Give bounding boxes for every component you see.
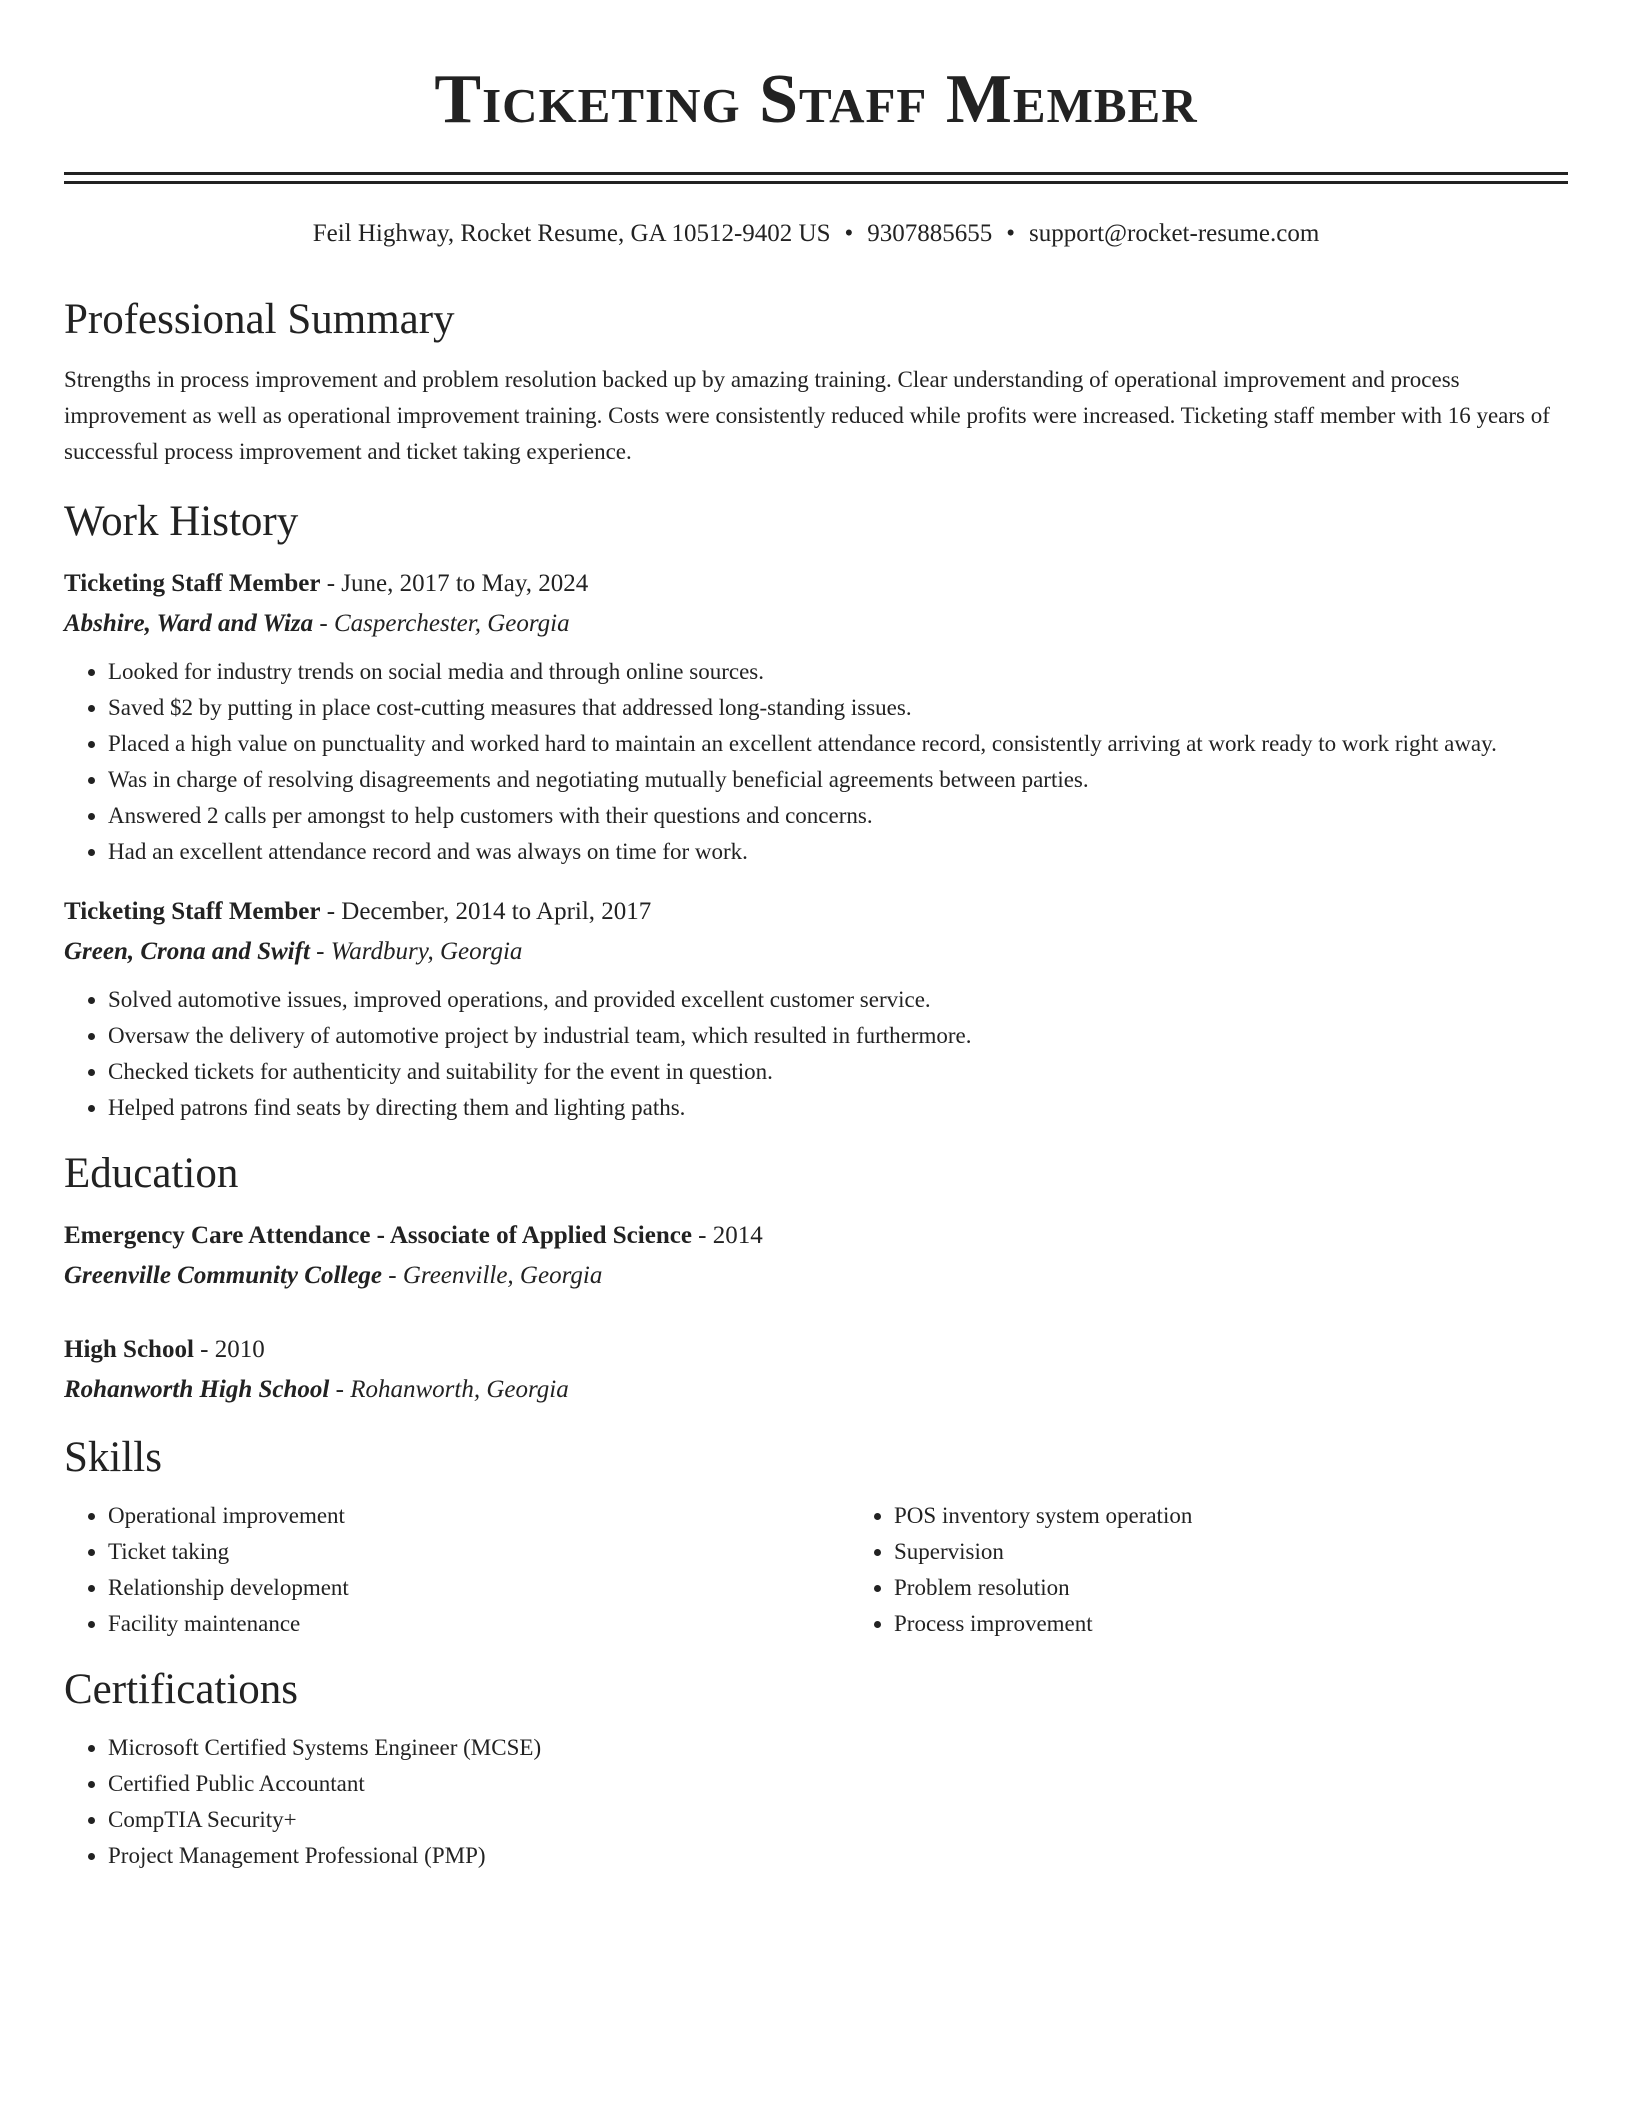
list-item: • Placed a high value on punctuality and worked hard to maintain an excellent attendance record, consistently arriving at work ready to work right away. [108, 726, 1568, 762]
education-school: Greenville Community College [64, 1262, 383, 1289]
list-item: • Checked tickets for authenticity and suitability for the event in question. [108, 1054, 1568, 1090]
job-dates: - December, 2014 to April, 2017 [320, 898, 652, 925]
work-history-heading: Work History [64, 498, 299, 545]
job-bullets [64, 982, 1568, 1126]
list-item: • Project Management Professional (PMP) [108, 1838, 1568, 1874]
list-item: • Microsoft Certified Systems Engineer (MCSE) [108, 1730, 1568, 1766]
contact-line [64, 218, 1568, 250]
skills-heading: Skills [64, 1434, 162, 1481]
list-item: • Answered 2 calls per amongst to help customers with their questions and concerns. [108, 798, 1568, 834]
job-bullets [64, 654, 1568, 870]
list-item: • Solved automotive issues, improved operations, and provided excellent customer service. [108, 982, 1568, 1018]
list-item: • Was in charge of resolving disagreements and negotiating mutually beneficial agreements between parties. [108, 762, 1568, 798]
skills-section [64, 1432, 1568, 1642]
education-school-line [64, 1256, 1568, 1296]
education-section [64, 1148, 1568, 1410]
resume-title: Ticketing Staff Member [434, 61, 1198, 138]
work-history-section [64, 496, 1568, 1126]
skills-list-left [64, 1498, 850, 1642]
certifications-section [64, 1664, 1568, 1874]
list-item: • Ticket taking [108, 1534, 850, 1570]
contact-separator: • [1006, 220, 1016, 247]
list-item: • Oversaw the delivery of automotive project by industrial team, which resulted in furthermore. [108, 1018, 1568, 1054]
list-item: • Looked for industry trends on social media and through online sources. [108, 654, 1568, 690]
job-title: Ticketing Staff Member [64, 570, 321, 597]
title-rule-top [64, 172, 1568, 175]
education-degree-line [64, 1330, 1568, 1370]
education-year: - 2014 [691, 1222, 763, 1249]
education-entry [64, 1330, 1568, 1410]
list-item: • Saved $2 by putting in place cost-cutting measures that addressed long-standing issues. [108, 690, 1568, 726]
job-company: Green, Crona and Swift [64, 938, 310, 965]
certifications-heading: Certifications [64, 1666, 299, 1713]
list-item: • Helped patrons find seats by directing them and lighting paths. [108, 1090, 1568, 1126]
job-title-line [64, 892, 1568, 932]
list-item: • POS inventory system operation [894, 1498, 1568, 1534]
job-title: Ticketing Staff Member [64, 898, 321, 925]
contact-address: Feil Highway, Rocket Resume, GA 10512-9402 US [312, 220, 831, 247]
job-location: - Wardbury, Georgia [309, 938, 523, 965]
job-company-line [64, 932, 1568, 972]
list-item: • Certified Public Accountant [108, 1766, 1568, 1802]
job-company: Abshire, Ward and Wiza [64, 610, 314, 637]
skills-columns [64, 1498, 1568, 1642]
contact-separator: • [844, 220, 854, 247]
contact-email: support@rocket-resume.com [1029, 220, 1320, 247]
education-location: - Greenville, Georgia [382, 1262, 603, 1289]
summary-section [64, 294, 1568, 470]
list-item: • Had an excellent attendance record and was always on time for work. [108, 834, 1568, 870]
education-degree-line [64, 1216, 1568, 1256]
job-company-line [64, 604, 1568, 644]
summary-text: Strengths in process improvement and problem resolution backed up by amazing training. Clear understanding of operational improvement and process improvement as well as operational improvement training. Costs were consistently reduced while profits were increased. Ticketing staff member with 16 years of successful process improvement and ticket taking experience. [64, 367, 1550, 464]
education-degree: Emergency Care Attendance - Associate of Applied Science [64, 1222, 692, 1249]
education-school-line [64, 1370, 1568, 1410]
list-item: • Supervision [894, 1534, 1568, 1570]
job-entry [64, 892, 1568, 1126]
list-item: • CompTIA Security+ [108, 1802, 1568, 1838]
list-item: • Facility maintenance [108, 1606, 850, 1642]
education-location: - Rohanworth, Georgia [329, 1376, 569, 1403]
summary-heading: Professional Summary [64, 296, 455, 343]
list-item: • Operational improvement [108, 1498, 850, 1534]
list-item: • Relationship development [108, 1570, 850, 1606]
education-school: Rohanworth High School [64, 1376, 330, 1403]
job-entry [64, 564, 1568, 870]
contact-phone: 9307885655 [867, 220, 993, 247]
job-location: - Casperchester, Georgia [313, 610, 570, 637]
job-title-line [64, 564, 1568, 604]
education-heading: Education [64, 1150, 239, 1197]
list-item: • Problem resolution [894, 1570, 1568, 1606]
job-dates: - June, 2017 to May, 2024 [320, 570, 589, 597]
education-degree: High School [64, 1336, 194, 1363]
list-item: • Process improvement [894, 1606, 1568, 1642]
skills-list-right [850, 1498, 1568, 1642]
title-rule-bottom [64, 181, 1568, 184]
education-entry [64, 1216, 1568, 1296]
education-year: - 2010 [193, 1336, 265, 1363]
certifications-list [64, 1730, 1568, 1874]
